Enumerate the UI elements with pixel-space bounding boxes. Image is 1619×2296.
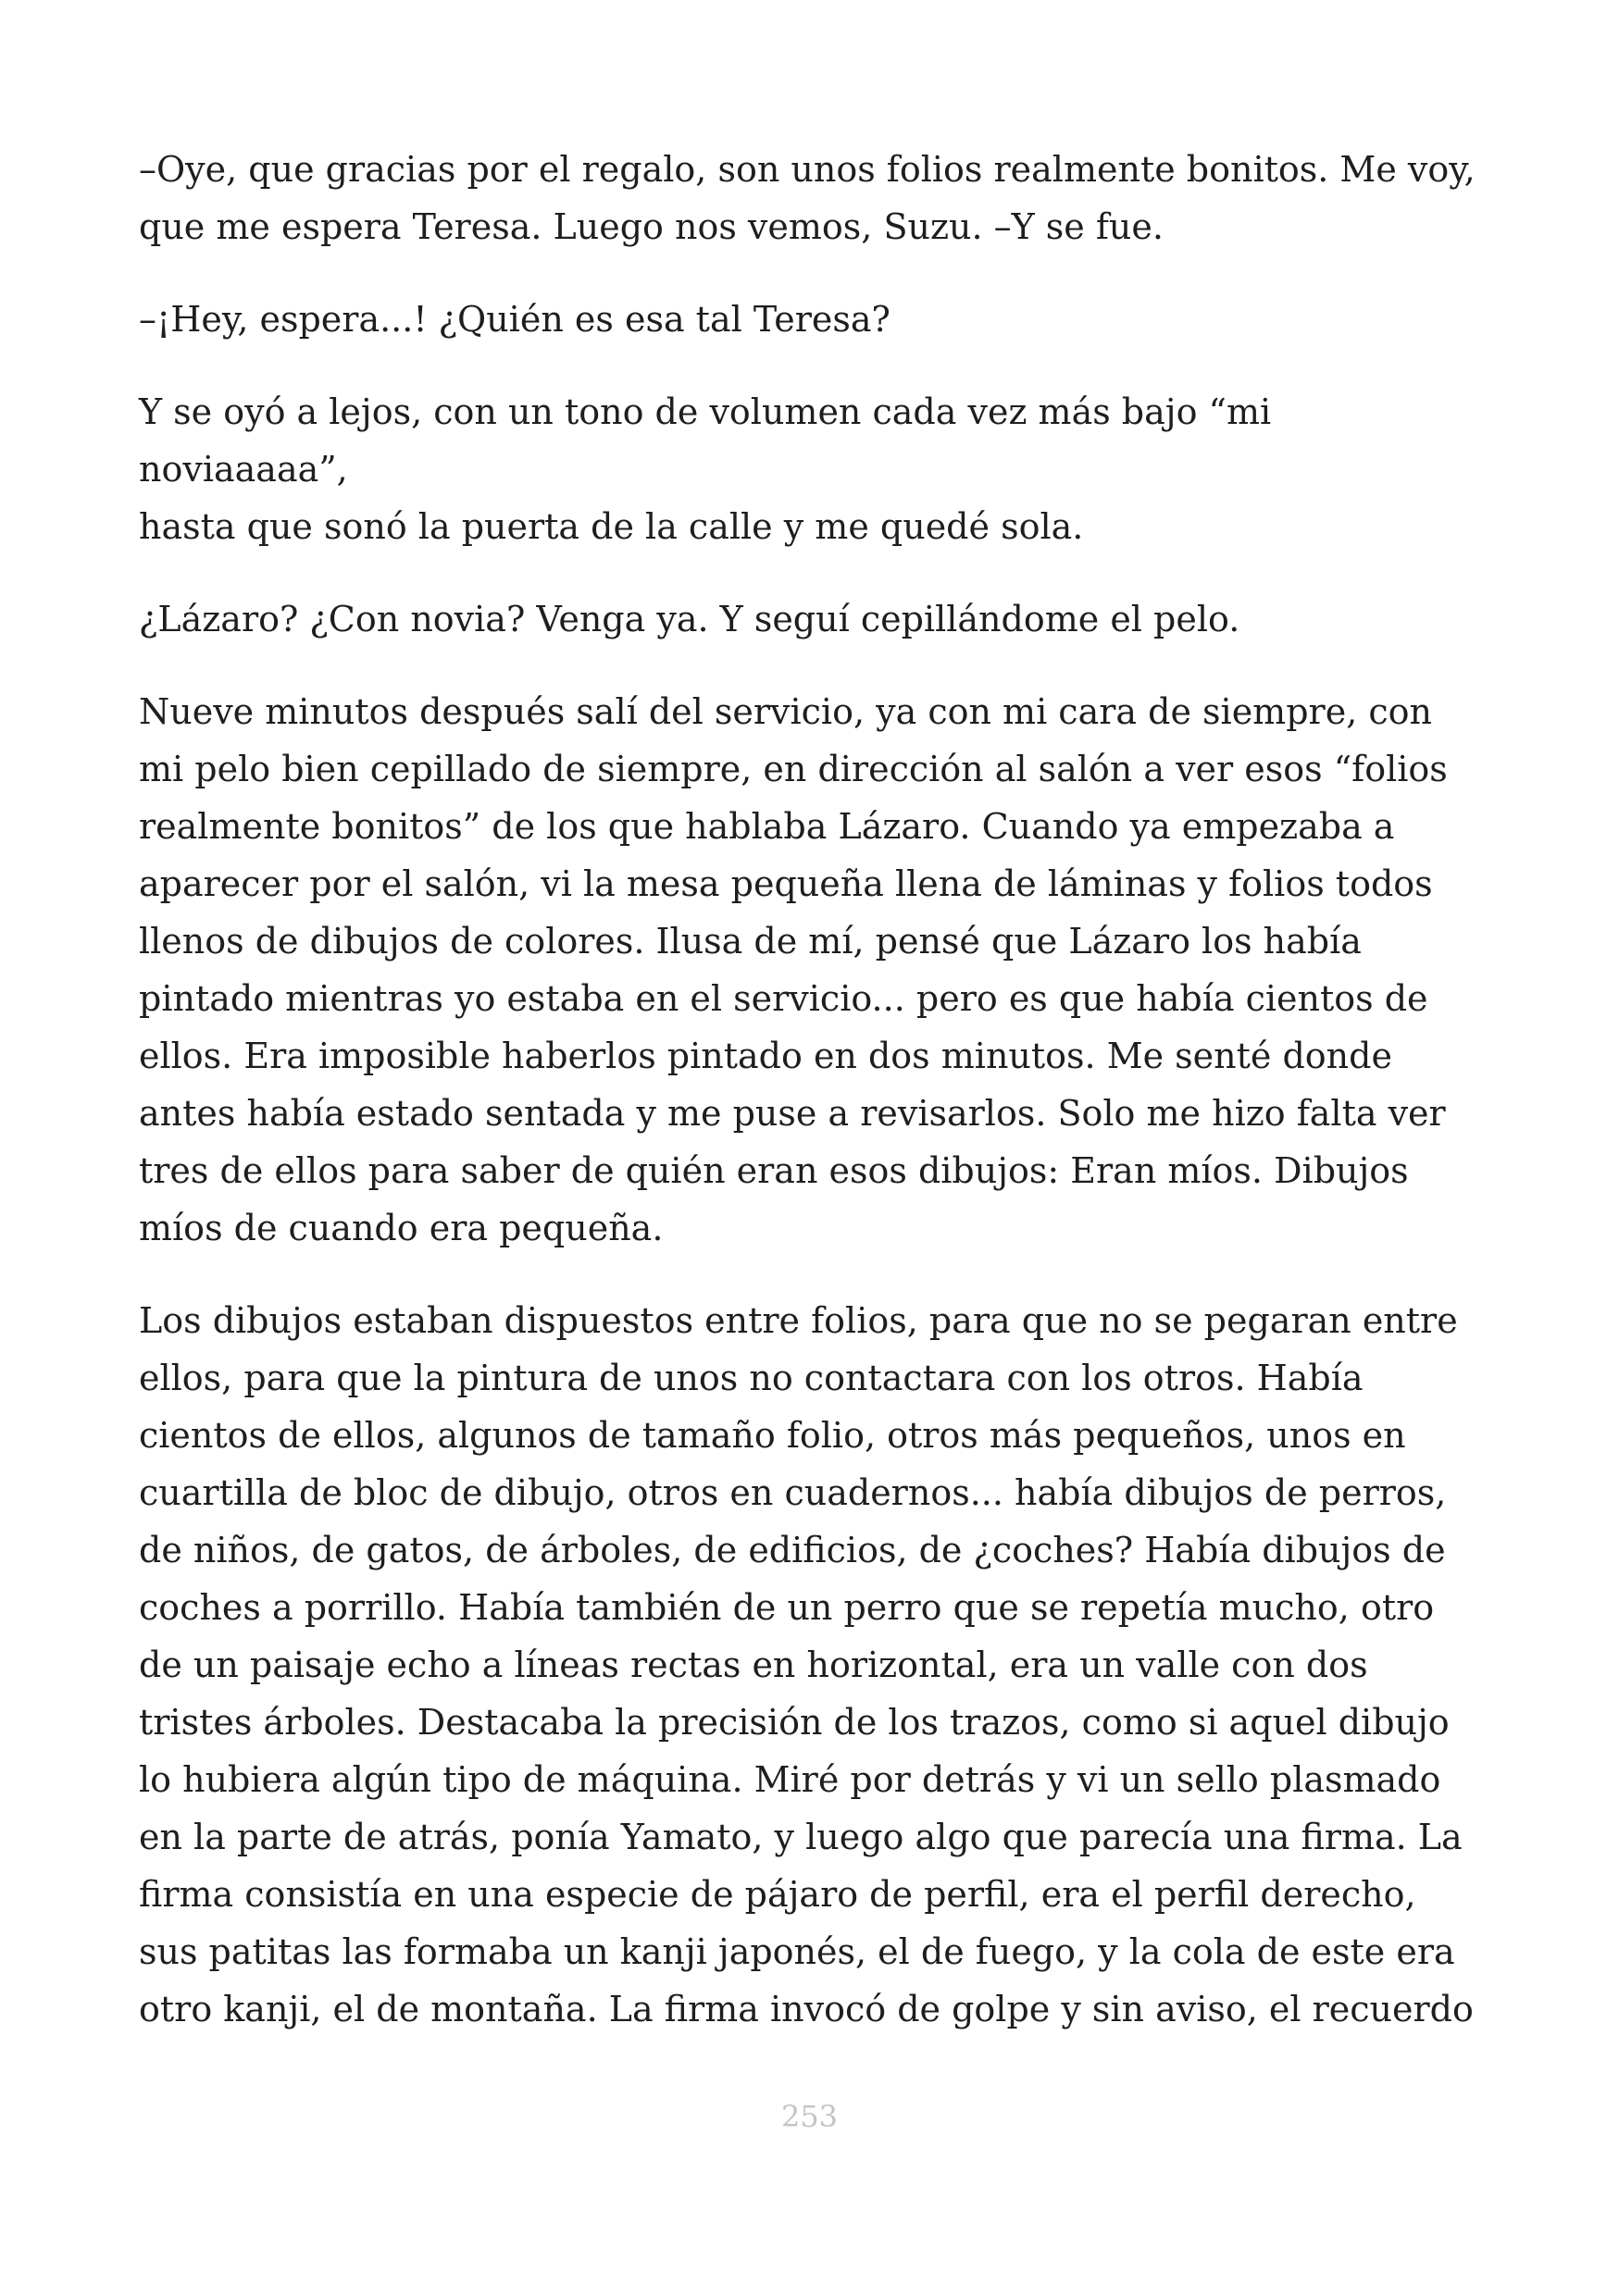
page-body [139,141,1490,2073]
paragraph-1: –Oye, que gracias por el regalo, son unos folios realmente bonitos. Me voy, que me espera Teresa. Luego nos vemos, Suzu. –Y se fue. [139,149,1476,247]
paragraph-4: ¿Lázaro? ¿Con novia? Venga ya. Y seguí cepillándome el pelo. [139,599,1240,639]
paragraph-6: Los dibujos estaban dispuestos entre folios, para que no se pegaran entre ellos, para que la pintura de unos no contactara con los otros. Había cientos de ellos, algunos de tamaño folio, otros más pequeños, unos en cuartilla de bloc de dibujo, otros en cuadernos... había dibujos de perros, de niños, de gatos, de árboles, de edificios, de ¿coches? Había dibujos de coches a porrillo. Había también de un perro que se repetía mucho, otro de un paisaje echo a líneas rectas en horizontal, era un valle con dos tristes árboles. Destacaba la precisión de los trazos, como si aquel dibujo lo hubiera algún tipo de máquina. Miré por detrás y vi un sello plasmado en la parte de atrás, ponía Yamato, y luego algo que parecía una firma. La firma consistía en una especie de pájaro de perfil, era el perfil derecho, sus patitas las formaba un kanji japonés, el de fuego, y la cola de este era otro kanji, el de montaña. La firma invocó de golpe y sin aviso, el recuerdo [139,1300,1474,2029]
paragraph-5: Nueve minutos después salí del servicio, ya con mi cara de siempre, con mi pelo bien cepillado de siempre, en dirección al salón a ver esos “folios realmente bonitos” de los que hablaba Lázaro. Cuando ya empezaba a aparecer por el salón, vi la mesa pequeña llena de láminas y folios todos llenos de dibujos de colores. Ilusa de mí, pensé que Lázaro los había pintado mientras yo estaba en el servicio... pero es que había cientos de ellos. Era imposible haberlos pintado en dos minutos. Me senté donde antes había estado sentada y me puse a revisarlos. Solo me hizo falta ver tres de ellos para saber de quién eran esos dibujos: Eran míos. Dibujos míos de cuando era pequeña. [139,691,1448,1248]
page-number: 253 [780,2099,839,2134]
paragraph-2: –¡Hey, espera...! ¿Quién es esa tal Teresa? [139,299,890,340]
paragraph-3: Y se oyó a lejos, con un tono de volumen cada vez más bajo “mi noviaaaaa”, hasta que sonó la puerta de la calle y me quedé sola. [139,391,1272,547]
